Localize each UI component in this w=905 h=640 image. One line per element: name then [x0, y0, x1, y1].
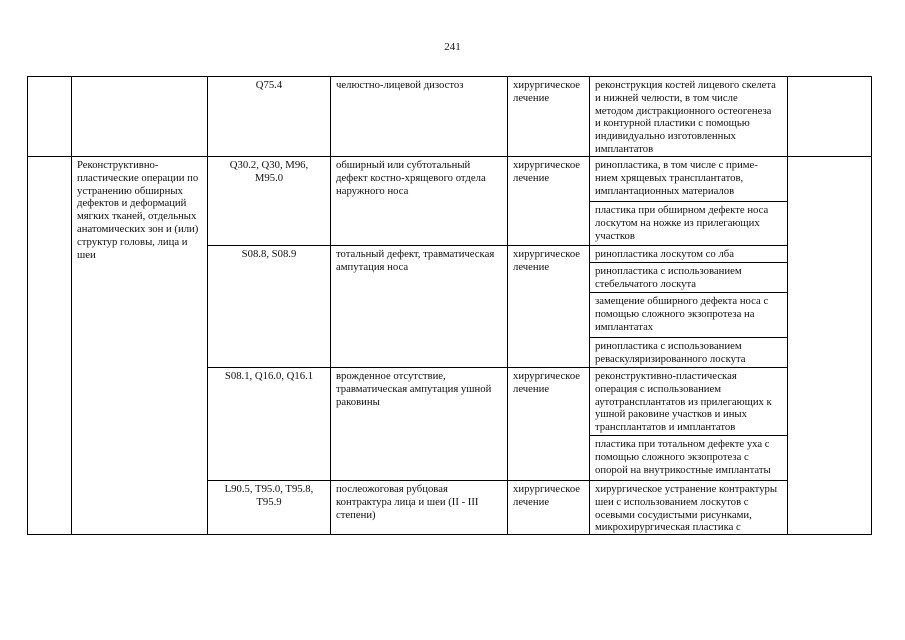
treatment-method-cell: замещение обширного дефекта носа с помощью сложного экзопротеза на имплантатах [590, 293, 788, 338]
treatment-type-cell: хирургическое лечение [508, 157, 590, 246]
treatment-method-cell: ринопластика с использованием реваскуляризированного лоскута [590, 338, 788, 368]
treatment-type-cell: хирургическое лечение [508, 368, 590, 481]
diagnosis-code-cell: Q30.2, Q30, M96, M95.0 [208, 157, 331, 246]
care-type-cell [72, 77, 208, 157]
norm-cell [788, 77, 872, 157]
diagnosis-code-cell: S08.8, S08.9 [208, 246, 331, 368]
treatment-method-cell: реконструкция костей лицевого скелета и нижней челюсти, в том числе методом дистракционного остеогенеза и контурной пластики с помощью индивидуально изготовленных имплантатов [590, 77, 788, 157]
treatment-method-cell: реконструктивно-пластическая операция с использованием аутотрансплантатов из прилегающих к ушной раковине участков и иных трансплантатов и имплантатов [590, 368, 788, 436]
diagnosis-cell: обширный или субтотальный дефект костно-хрящевого отдела наружного носа [331, 157, 508, 246]
diagnosis-cell: тотальный дефект, травматическая ампутация носа [331, 246, 508, 368]
treatment-method-cell: пластика при обширном дефекте носа лоскутом на ножке из прилегающих участков [590, 202, 788, 246]
treatment-type-cell: хирургическое лечение [508, 481, 590, 535]
diagnosis-code-cell: L90.5, T95.0, T95.8, T95.9 [208, 481, 331, 535]
diagnosis-code-cell: S08.1, Q16.0, Q16.1 [208, 368, 331, 481]
diagnosis-cell: врожденное отсутствие, травматическая ампутация ушной раковины [331, 368, 508, 481]
row-number-cell [28, 77, 72, 157]
treatment-method-cell: ринопластика с использованием стебельчатого лоскута [590, 263, 788, 293]
norm-cell [788, 157, 872, 535]
row-number-cell [28, 157, 72, 535]
diagnosis-code-cell: Q75.4 [208, 77, 331, 157]
treatment-method-cell: ринопластика лоскутом со лба [590, 246, 788, 263]
treatment-type-cell: хирургическое лечение [508, 77, 590, 157]
diagnosis-cell: челюстно-лицевой дизостоз [331, 77, 508, 157]
treatment-method-cell: ринопластика, в том числе с приме- нием хрящевых трансплантатов, имплантационных материалов [590, 157, 788, 202]
treatment-method-cell: хирургическое устранение контрактуры шеи с использованием лоскутов с осевыми сосудистыми рисунками, микрохирургическая пластика с [590, 481, 788, 535]
diagnosis-cell: послеожоговая рубцовая контрактура лица и шеи (II - III степени) [331, 481, 508, 535]
treatment-method-cell: пластика при тотальном дефекте уха с помощью сложного экзопротеза с опорой на внутрикостные имплантаты [590, 436, 788, 481]
page-number: 241 [444, 41, 461, 53]
medical-care-table [27, 76, 872, 535]
treatment-type-cell: хирургическое лечение [508, 246, 590, 368]
care-type-cell: Реконструктивно- пластические операции по устранению обширных дефектов и деформаций мягких тканей, отдельных анатомических зон и (или) структур головы, лица и шеи [72, 157, 208, 535]
